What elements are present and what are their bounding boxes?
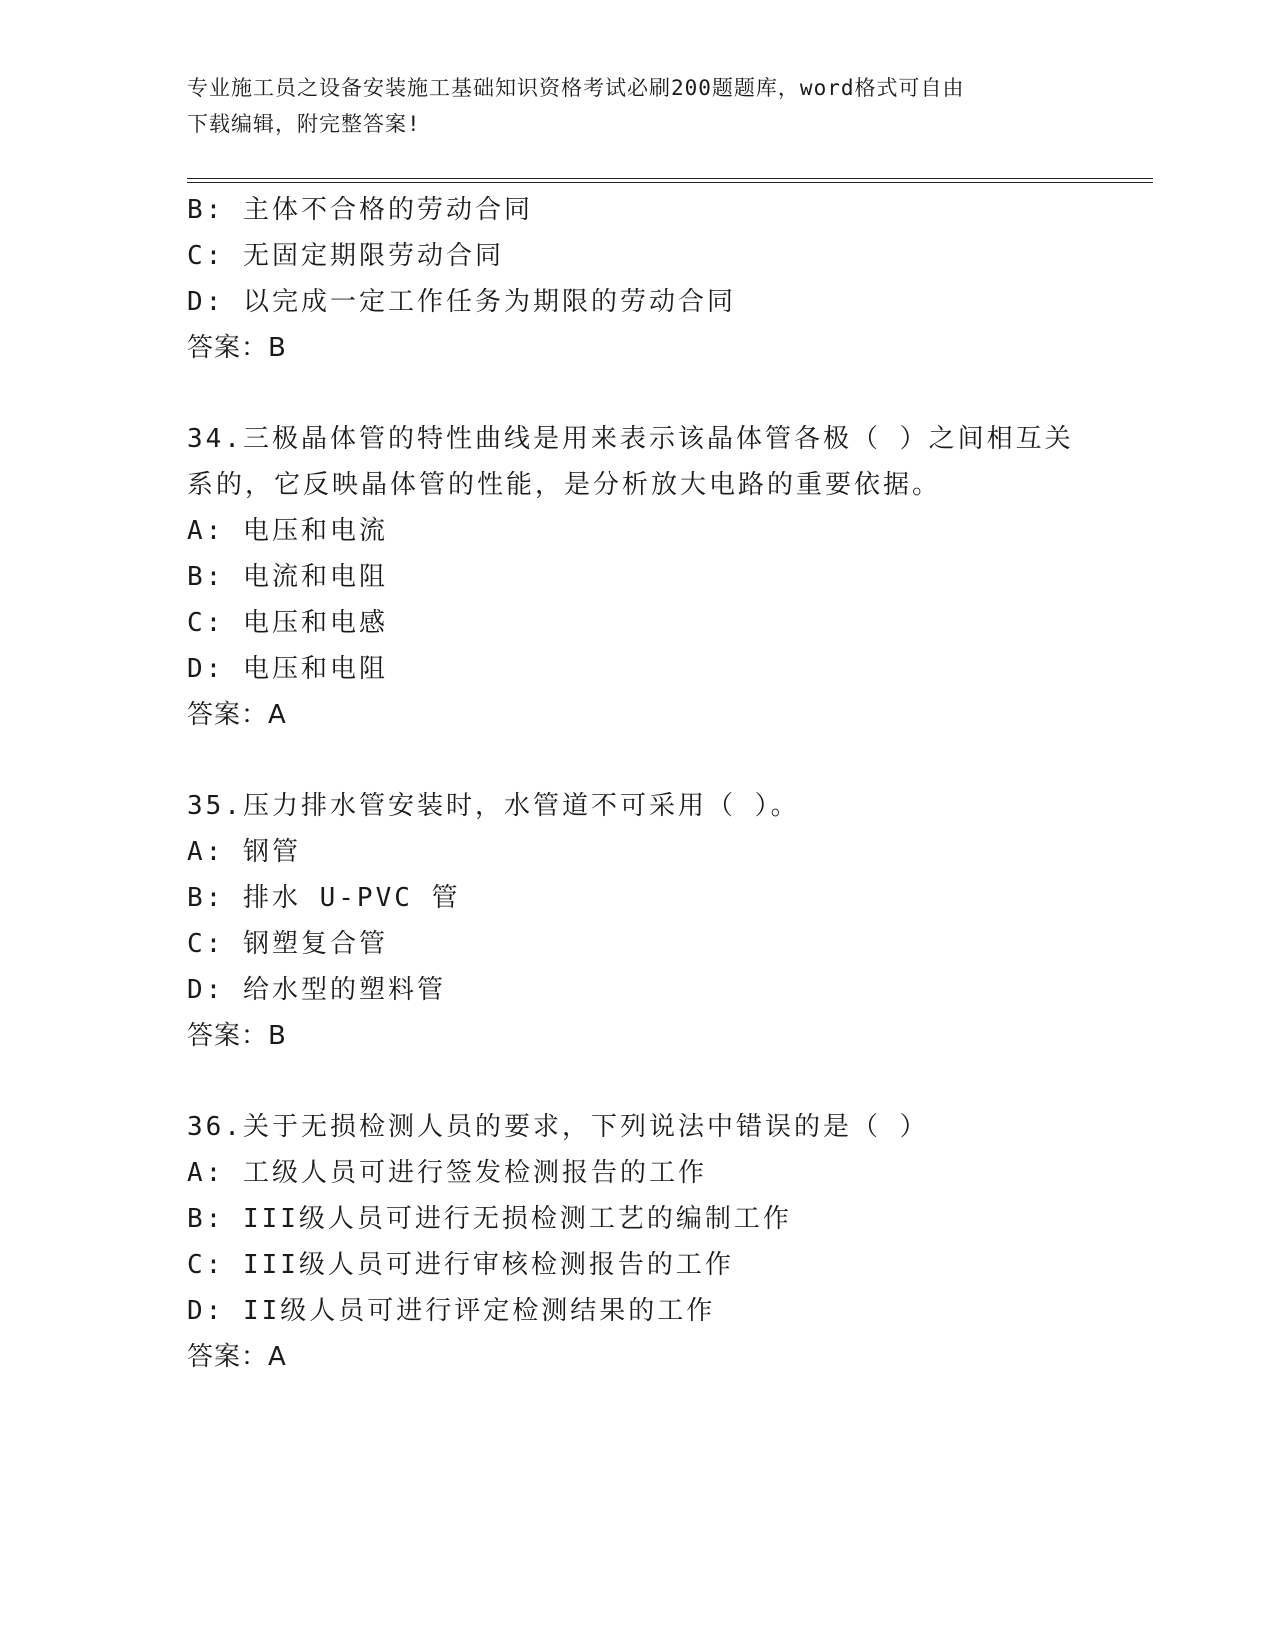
question-stem-line-2: 系的，它反映晶体管的性能，是分析放大电路的重要依据。 xyxy=(187,470,942,500)
option-d: D: 电压和电阻 xyxy=(187,654,388,684)
question-stem-line-1: 34.三极晶体管的特性曲线是用来表示该晶体管各极（ ）之间相互关 xyxy=(187,424,1074,454)
answer: 答案：B xyxy=(187,333,287,363)
question-34 xyxy=(187,416,1087,738)
header-divider xyxy=(187,178,1153,183)
option-b: B: 排水 U-PVC 管 xyxy=(187,883,461,913)
answer: 答案：A xyxy=(187,700,287,730)
question-stem: 36.关于无损检测人员的要求，下列说法中错误的是（ ） xyxy=(187,1112,929,1142)
option-d: D: II级人员可进行评定检测结果的工作 xyxy=(187,1296,716,1326)
option-c: C: 无固定期限劳动合同 xyxy=(187,241,504,271)
option-b: B: III级人员可进行无损检测工艺的编制工作 xyxy=(187,1204,792,1234)
option-a: A: 钢管 xyxy=(187,837,301,867)
question-stem xyxy=(187,416,1074,508)
answer: 答案：B xyxy=(187,1021,287,1051)
option-b: B: 主体不合格的劳动合同 xyxy=(187,195,533,225)
option-c: C: 钢塑复合管 xyxy=(187,929,388,959)
document-header xyxy=(187,70,1067,142)
option-a: A: 电压和电流 xyxy=(187,516,388,546)
question-stem: 35.压力排水管安装时，水管道不可采用（ ）。 xyxy=(187,791,800,821)
option-c: C: III级人员可进行审核检测报告的工作 xyxy=(187,1250,734,1280)
question-list xyxy=(187,187,1087,1380)
question-36 xyxy=(187,1104,1087,1380)
question-33-continued xyxy=(187,187,1087,371)
question-35 xyxy=(187,783,1087,1059)
header-line-1: 专业施工员之设备安装施工基础知识资格考试必刷200题题库，word格式可自由 xyxy=(187,76,965,100)
answer: 答案：A xyxy=(187,1342,287,1372)
option-a: A: 工级人员可进行签发检测报告的工作 xyxy=(187,1158,707,1188)
header-line-2: 下载编辑，附完整答案! xyxy=(187,112,421,136)
option-c: C: 电压和电感 xyxy=(187,608,388,638)
option-d: D: 以完成一定工作任务为期限的劳动合同 xyxy=(187,287,736,317)
option-b: B: 电流和电阻 xyxy=(187,562,388,592)
option-d: D: 给水型的塑料管 xyxy=(187,975,446,1005)
